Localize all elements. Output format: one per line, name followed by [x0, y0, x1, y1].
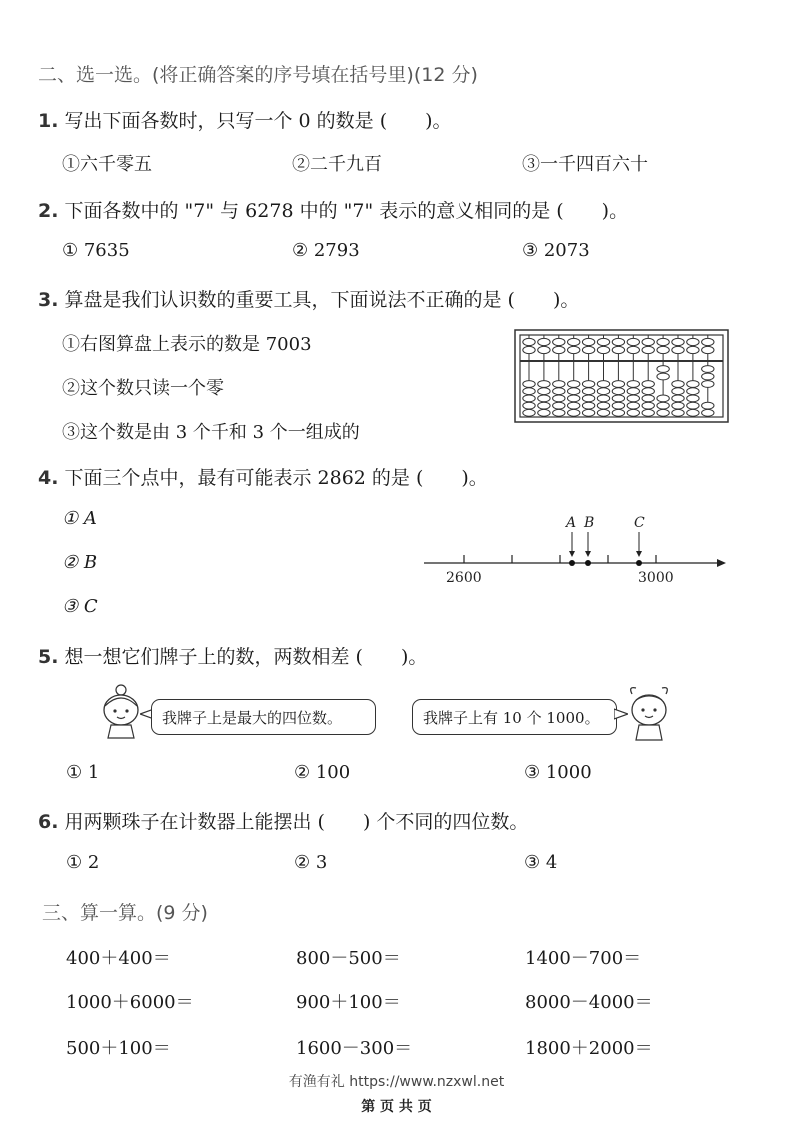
question-number: 1.	[38, 110, 59, 132]
abacus-bead	[582, 338, 594, 345]
abacus-bead	[702, 409, 714, 416]
abacus-bead	[597, 388, 609, 395]
abacus-bead	[568, 402, 580, 409]
question-number: 4.	[38, 467, 59, 489]
question-text: 算盘是我们认识数的重要工具，下面说法不正确的是 ( )。	[64, 289, 580, 311]
question-text: 下面三个点中，最有可能表示 2862 的是 ( )。	[64, 467, 488, 489]
calc-item: 800－500＝	[296, 948, 401, 969]
point-b	[585, 560, 591, 566]
abacus-bead	[582, 388, 594, 395]
abacus-bead	[687, 395, 699, 402]
calc-item: 1000＋6000＝	[66, 992, 194, 1013]
abacus-bead	[672, 346, 684, 353]
abacus-bead	[597, 381, 609, 388]
abacus-bead	[553, 402, 565, 409]
abacus-bead	[672, 395, 684, 402]
calc-item: 8000－4000＝	[525, 992, 653, 1013]
abacus-bead	[657, 346, 669, 353]
abacus-bead	[523, 395, 535, 402]
abacus-bead	[687, 409, 699, 416]
abacus-illustration	[514, 329, 729, 423]
abacus-bead	[597, 409, 609, 416]
abacus-bead	[553, 338, 565, 345]
q4-option-2: ② B	[62, 552, 98, 573]
q1-option-2: ②二千九百	[292, 154, 382, 175]
point-c-label: C	[634, 515, 645, 531]
question-text: 想一想它们牌子上的数，两数相差 ( )。	[64, 646, 428, 668]
q2-option-1: ① 7635	[62, 240, 130, 261]
section-2-title: 二、选一选。(将正确答案的序号填在括号里)(12 分)	[38, 64, 478, 86]
abacus-bead	[523, 346, 535, 353]
calc-item: 1400－700＝	[525, 948, 642, 969]
calc-item: 900＋100＝	[296, 992, 401, 1013]
question-text: 用两颗珠子在计数器上能摆出 ( ) 个不同的四位数。	[64, 811, 529, 833]
abacus-bead	[582, 409, 594, 416]
abacus-bead	[568, 381, 580, 388]
question-text: 下面各数中的 "7" 与 6278 中的 "7" 表示的意义相同的是 ( )。	[64, 200, 629, 222]
abacus-bead	[657, 373, 669, 380]
abacus-bead	[702, 366, 714, 373]
abacus-bead	[672, 402, 684, 409]
point-b-label: B	[584, 515, 595, 531]
section-3-title: 三、算一算。(9 分)	[42, 902, 208, 924]
abacus-bead	[612, 381, 624, 388]
abacus-bead	[568, 388, 580, 395]
abacus-bead	[687, 346, 699, 353]
question-4	[38, 463, 488, 490]
abacus-bead	[568, 338, 580, 345]
abacus-bead	[627, 395, 639, 402]
q4-option-3: ③ C	[62, 596, 98, 617]
abacus-bead	[687, 402, 699, 409]
q3-option-3: ③这个数是由 3 个千和 3 个一组成的	[62, 422, 360, 443]
abacus-bead	[642, 346, 654, 353]
speech-bubble-right: 我牌子上有 10 个 1000。	[412, 699, 617, 735]
abacus-bead	[523, 381, 535, 388]
q4-option-1: ① A	[62, 508, 97, 529]
abacus-bead	[657, 366, 669, 373]
abacus-bead	[568, 409, 580, 416]
abacus-bead	[612, 402, 624, 409]
calc-item: 1600－300＝	[296, 1038, 413, 1059]
abacus-bead	[672, 381, 684, 388]
abacus-bead	[702, 402, 714, 409]
abacus-bead	[702, 373, 714, 380]
abacus-bead	[538, 395, 550, 402]
question-6	[38, 807, 528, 834]
abacus-bead	[627, 346, 639, 353]
abacus-bead	[568, 346, 580, 353]
calc-item: 400＋400＝	[66, 948, 171, 969]
abacus-bead	[538, 338, 550, 345]
abacus-bead	[657, 395, 669, 402]
abacus-bead	[642, 395, 654, 402]
calc-item: 500＋100＝	[66, 1038, 171, 1059]
abacus-bead	[553, 381, 565, 388]
abacus-bead	[597, 402, 609, 409]
abacus-bead	[612, 395, 624, 402]
abacus-bead	[538, 346, 550, 353]
abacus-bead	[568, 395, 580, 402]
abacus-bead	[612, 409, 624, 416]
question-number: 5.	[38, 646, 59, 668]
abacus-bead	[538, 388, 550, 395]
abacus-bead	[702, 346, 714, 353]
girl-character-icon	[98, 684, 144, 742]
abacus-bead	[627, 381, 639, 388]
abacus-bead	[553, 388, 565, 395]
question-number: 3.	[38, 289, 59, 311]
abacus-bead	[553, 395, 565, 402]
number-line	[420, 510, 730, 590]
abacus-bead	[553, 346, 565, 353]
question-text: 写出下面各数时，只写一个 0 的数是 ( )。	[64, 110, 452, 132]
abacus-bead	[582, 395, 594, 402]
abacus-bead	[612, 338, 624, 345]
abacus-bead	[538, 402, 550, 409]
abacus-bead	[627, 409, 639, 416]
ox-character-icon	[624, 684, 674, 744]
abacus-bead	[597, 395, 609, 402]
abacus-bead	[523, 402, 535, 409]
abacus-bead	[687, 381, 699, 388]
q5-option-3: ③ 1000	[524, 762, 592, 783]
speech-bubble-left: 我牌子上是最大的四位数。	[151, 699, 376, 735]
abacus-bead	[702, 381, 714, 388]
q6-option-1: ① 2	[66, 852, 100, 873]
abacus-bead	[672, 409, 684, 416]
abacus-bead	[702, 338, 714, 345]
question-1	[38, 106, 452, 133]
abacus-bead	[657, 402, 669, 409]
q5-option-1: ① 1	[66, 762, 100, 783]
abacus-bead	[687, 338, 699, 345]
abacus-bead	[523, 409, 535, 416]
axis-start-label: 2600	[446, 570, 482, 586]
abacus-bead	[687, 388, 699, 395]
abacus-bead	[642, 338, 654, 345]
abacus-bead	[582, 381, 594, 388]
question-3	[38, 285, 579, 312]
footer-watermark: 有渔有礼 https://www.nzxwl.net	[288, 1074, 505, 1090]
question-number: 2.	[38, 200, 59, 222]
question-2	[38, 196, 628, 223]
q1-option-3: ③一千四百六十	[522, 154, 648, 175]
point-a	[569, 560, 575, 566]
abacus-bead	[657, 409, 669, 416]
abacus-bead	[523, 338, 535, 345]
axis-end-label: 3000	[638, 570, 674, 586]
calc-item: 1800＋2000＝	[525, 1038, 653, 1059]
q2-option-3: ③ 2073	[522, 240, 590, 261]
q6-option-2: ② 3	[294, 852, 328, 873]
q5-option-2: ② 100	[294, 762, 351, 783]
abacus-bead	[597, 346, 609, 353]
q6-option-3: ③ 4	[524, 852, 558, 873]
q1-option-1: ①六千零五	[62, 154, 152, 175]
abacus-bead	[597, 338, 609, 345]
abacus-bead	[672, 338, 684, 345]
abacus-bead	[642, 402, 654, 409]
abacus-bead	[627, 402, 639, 409]
abacus-bead	[627, 338, 639, 345]
abacus-bead	[538, 409, 550, 416]
abacus-bead	[642, 409, 654, 416]
abacus-bead	[612, 346, 624, 353]
abacus-bead	[612, 388, 624, 395]
abacus-bead	[642, 381, 654, 388]
q3-option-1: ①右图算盘上表示的数是 7003	[62, 334, 312, 355]
abacus-bead	[582, 346, 594, 353]
abacus-bead	[553, 409, 565, 416]
q2-option-2: ② 2793	[292, 240, 360, 261]
point-c	[636, 560, 642, 566]
abacus-bead	[538, 381, 550, 388]
question-number: 6.	[38, 811, 59, 833]
abacus-bead	[627, 388, 639, 395]
abacus-bead	[582, 402, 594, 409]
abacus-bead	[523, 388, 535, 395]
q3-option-2: ②这个数只读一个零	[62, 378, 224, 399]
abacus-bead	[672, 388, 684, 395]
question-5	[38, 642, 427, 669]
footer-page: 第 页 共 页	[361, 1099, 432, 1115]
point-a-label: A	[566, 515, 577, 531]
abacus-bead	[642, 388, 654, 395]
abacus-bead	[657, 338, 669, 345]
